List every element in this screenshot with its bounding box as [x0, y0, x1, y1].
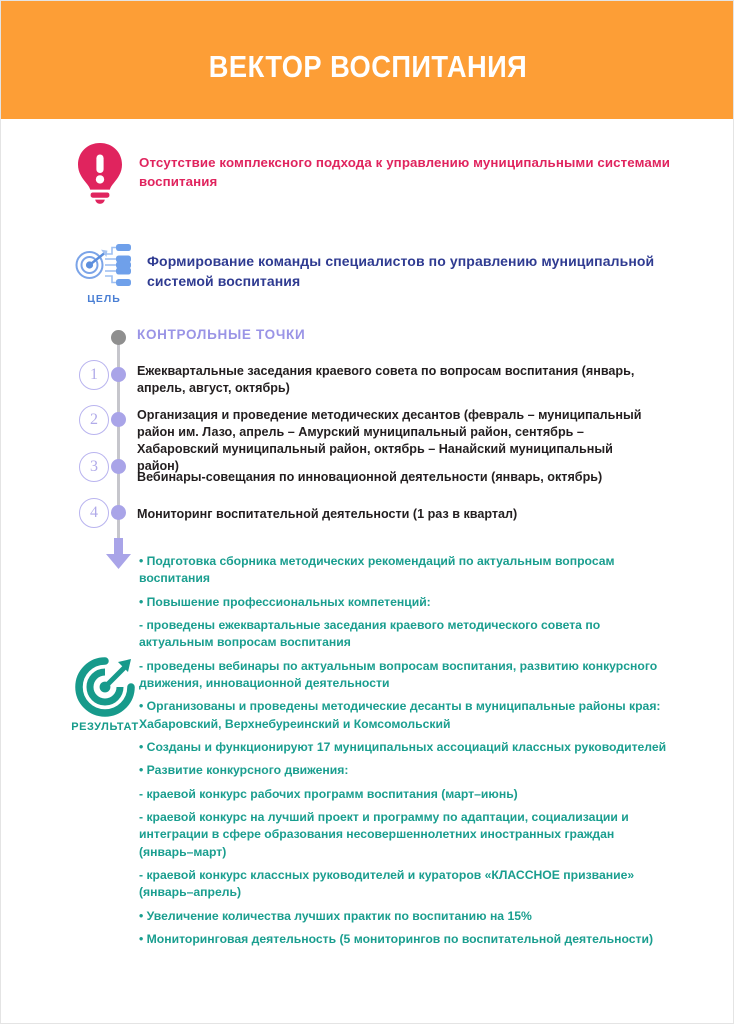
timeline-item-4: Мониторинг воспитательной деятельности (1 раз в квартал) [137, 507, 518, 521]
result-line: - проведены вебинары по актуальным вопросам воспитания, развитию конкурсного движения, инновационной деятельности [139, 658, 658, 690]
control-points-heading: КОНТРОЛЬНЫЕ ТОЧКИ [137, 327, 306, 342]
goal-icon-group [71, 241, 137, 305]
timeline-dot-4 [111, 505, 126, 520]
problem-text: Отсутствие комплексного подхода к управлению муниципальными системами воспитания [139, 155, 671, 190]
goal-section [71, 241, 681, 305]
target-arrow-icon [74, 656, 136, 718]
goal-label: ЦЕЛЬ [87, 293, 121, 305]
timeline-number-3: 3 [79, 452, 109, 482]
result-line: • Увеличение количества лучших практик по воспитанию на 15% [139, 908, 532, 923]
timeline-dot-1 [111, 367, 126, 382]
goal-text: Формирование команды специалистов по управлению муниципальной системой воспитания [147, 253, 655, 290]
result-line: - краевой конкурс на лучший проект и программу по адаптации, социализации и интеграции в сфере образования несовершеннолетних иностранных граждан (январь–март) [139, 809, 629, 859]
timeline-number-2: 2 [79, 405, 109, 435]
result-line: • Мониторинговая деятельность (5 мониторингов по воспитательной деятельности) [139, 931, 654, 946]
page-title: ВЕКТОР ВОСПИТАНИЯ [208, 49, 528, 84]
timeline-item-1: Ежеквартальные заседания краевого совета по вопросам воспитания (январь, апрель, август, октябрь) [137, 364, 635, 396]
timeline-item-3: Вебинары-совещания по инновационной деятельности (январь, октябрь) [137, 470, 603, 484]
result-line: • Развитие конкурсного движения: [139, 763, 349, 778]
timeline-number-1: 1 [79, 360, 109, 390]
result-list [139, 553, 669, 954]
result-line: • Подготовка сборника методических рекомендаций по актуальным вопросам воспитания [139, 554, 615, 586]
result-line: • Организованы и проведены методические десанты в муниципальные районы края: Хабаровский, Верхнебуреинский и Комсомольский [139, 699, 661, 731]
result-line: - краевой конкурс рабочих программ воспитания (март–июнь) [139, 786, 518, 801]
result-line: • Повышение профессиональных компетенций: [139, 594, 431, 609]
timeline-heading-dot [111, 330, 126, 345]
exclamation-bulb-icon [73, 141, 127, 205]
arrow-down-icon [105, 538, 132, 570]
timeline-number-4: 4 [79, 498, 109, 528]
result-label: РЕЗУЛЬТАТ [71, 721, 139, 733]
timeline-dot-3 [111, 459, 126, 474]
timeline-dot-2 [111, 412, 126, 427]
timeline-item-2: Организация и проведение методических десантов (февраль – муниципальный район им. Лазо, апрель – Амурский муниципальный район, сентябрь – Хабаровский муниципальный район, октябрь – Нанайский муниципальный район) [137, 408, 642, 474]
control-points-section [1, 326, 734, 571]
result-line: • Созданы и функционируют 17 муниципальных ассоциаций классных руководителей [139, 739, 667, 754]
target-list-icon [74, 241, 134, 289]
result-icon-group [59, 656, 151, 733]
result-line: - проведены ежеквартальные заседания краевого методического совета по актуальным вопросам воспитания [139, 617, 601, 650]
result-line: - краевой конкурс классных руководителей и кураторов «КЛАССНОЕ призвание» (январь–апрель) [139, 867, 635, 900]
problem-section [73, 141, 673, 205]
